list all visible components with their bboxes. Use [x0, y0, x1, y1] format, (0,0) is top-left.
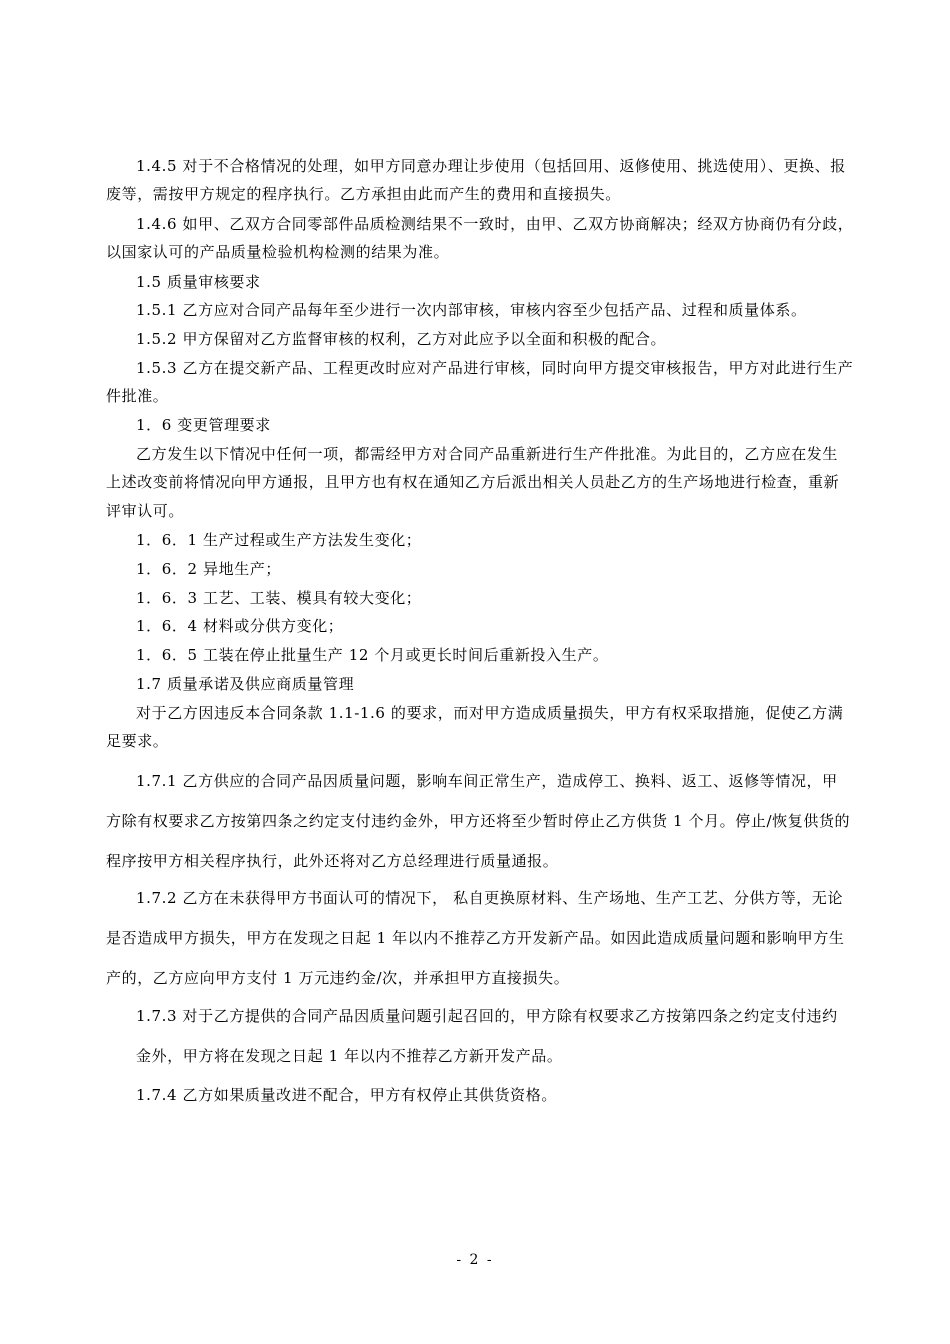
list-item: 1．6．5 工装在停止批量生产 12 个月或更长时间后重新投入生产。: [136, 646, 609, 664]
text-line: 1.5.1 乙方应对合同产品每年至少进行一次内部审核，审核内容至少包括产品、过程和质量体系。: [136, 301, 807, 319]
text-line: 以国家认可的产品质量检验机构检测的结果为准。: [106, 243, 450, 261]
text-line: 乙方发生以下情况中任何一项，都需经甲方对合同产品重新进行生产件批准。为此目的，乙方应在发生: [136, 445, 839, 463]
text-line: 1.7.4 乙方如果质量改进不配合，甲方有权停止其供货资格。: [136, 1086, 557, 1104]
section-heading: 1.5 质量审核要求: [136, 273, 261, 291]
text-line: 废等，需按甲方规定的程序执行。乙方承担由此而产生的费用和直接损失。: [106, 185, 621, 203]
text-line: 1.7.3 对于乙方提供的合同产品因质量问题引起召回的，甲方除有权要求乙方按第四条之约定支付违约: [136, 1007, 838, 1025]
text-line: 1.7.1 乙方供应的合同产品因质量问题，影响车间正常生产，造成停工、换料、返工、返修等情况，甲: [136, 772, 838, 790]
list-item: 1．6．3 工艺、工装、模具有较大变化；: [136, 589, 422, 607]
text-line: 上述改变前将情况向甲方通报，且甲方也有权在通知乙方后派出相关人员赴乙方的生产场地进行检查，重新: [106, 473, 840, 491]
list-item: 1．6．4 材料或分供方变化；: [136, 617, 344, 635]
list-item: 1．6．2 异地生产；: [136, 560, 281, 578]
text-line: 对于乙方因违反本合同条款 1.1-1.6 的要求，而对甲方造成质量损失，甲方有权采取措施，促使乙方满: [136, 704, 844, 722]
text-line: 1.4.6 如甲、乙双方合同零部件品质检测结果不一致时，由甲、乙双方协商解决；经双方协商仍有分歧，: [136, 215, 854, 233]
list-item: 1．6．1 生产过程或生产方法发生变化；: [136, 531, 422, 549]
text-line: 程序按甲方相关程序执行，此外还将对乙方总经理进行质量通报。: [106, 852, 559, 870]
page-number: - 2 -: [456, 1252, 494, 1268]
text-line: 金外，甲方将在发现之日起 1 年以内不推荐乙方新开发产品。: [136, 1047, 563, 1065]
text-line: 1.5.2 甲方保留对乙方监督审核的权利，乙方对此应予以全面和积极的配合。: [136, 330, 667, 348]
text-line: 件批准。: [106, 387, 169, 405]
text-line: 方除有权要求乙方按第四条之约定支付违约金外，甲方还将至少暂时停止乙方供货 1 个月。停止/恢复供货的: [106, 812, 851, 830]
text-line: 1.4.5 对于不合格情况的处理，如甲方同意办理让步使用（包括回用、返修使用、挑选使用）、更换、报: [136, 157, 846, 175]
text-line: 1.7.2 乙方在未获得甲方书面认可的情况下， 私自更换原材料、生产场地、生产工艺、分供方等，无论: [136, 889, 844, 907]
text-line: 是否造成甲方损失，甲方在发现之日起 1 年以内不推荐乙方开发新产品。如因此造成质量问题和影响甲方生: [106, 929, 845, 947]
text-line: 评审认可。: [106, 502, 185, 520]
section-heading: 1.7 质量承诺及供应商质量管理: [136, 675, 355, 693]
section-heading: 1．6 变更管理要求: [136, 416, 271, 434]
text-line: 产的，乙方应向甲方支付 1 万元违约金/次，并承担甲方直接损失。: [106, 969, 570, 987]
text-line: 1.5.3 乙方在提交新产品、工程更改时应对产品进行审核，同时向甲方提交审核报告，甲方对此进行生产: [136, 359, 854, 377]
text-line: 足要求。: [106, 732, 169, 750]
